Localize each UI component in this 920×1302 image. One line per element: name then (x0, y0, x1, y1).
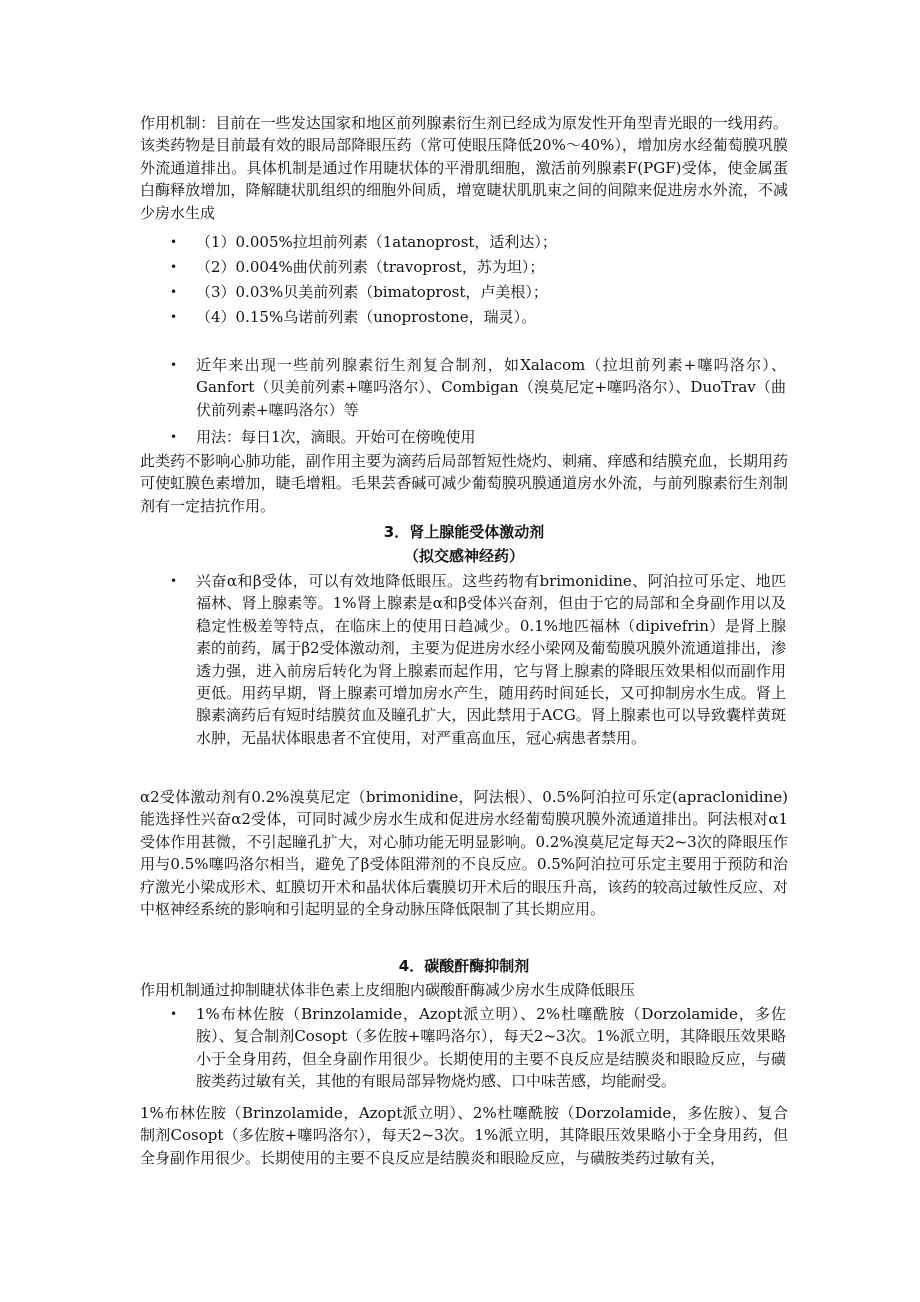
list-item-text: （3）0.03%贝美前列素（bimatoprost，卢美根）； (196, 283, 548, 301)
list-item-text: （4）0.15%乌诺前列素（unoprostone，瑞灵）。 (196, 308, 537, 326)
bullet-icon: • (170, 310, 178, 324)
cai-paragraph: 1%布林佐胺（Brinzolamide，Azopt派立明）、2%杜噻酰胺（Dorzolamide，多佐胺）、复合制剂Cosopt（多佐胺+噻吗洛尔），每天2~3次。1%派立明，其降眼压效果略小于全身用药，但全身副作用很少。长期使用的主要不良反应是结膜炎和眼睑反应，与磺胺类药过敏有关， (140, 1104, 788, 1167)
section-heading: 4．碳酸酐酶抑制剂 (398, 957, 530, 975)
list-item-text: 用法：每日1次，滴眼。开始可在傍晚使用 (196, 428, 476, 446)
list-item-text: 近年来出现一些前列腺素衍生剂复合制剂，如Xalacom（拉坦前列素+噻吗洛尔）、Ganfort（贝美前列素+噻吗洛尔）、Combigan（溴莫尼定+噻吗洛尔）、DuoTrav（曲伏前列素+噻吗洛尔）等 (196, 356, 786, 419)
bullet-icon: • (170, 235, 178, 249)
cai-mechanism-paragraph: 作用机制通过抑制睫状体非色素上皮细胞内碳酸酐酶减少房水生成降低眼压 (140, 981, 636, 999)
section-heading: 3．肾上腺能受体激动剂 (383, 523, 545, 541)
side-effects-paragraph: 此类药不影响心肺功能，副作用主要为滴药后局部暂短性烧灼、刺痛、痒感和结膜充血，长期用药可使虹膜色素增加，睫毛增粗。毛果芸香碱可减少葡萄膜巩膜通道房水外流，与前列腺素衍生剂制剂有一定拮抗作用。 (140, 452, 788, 515)
list-item-text: （1）0.005%拉坦前列素（1atanoprost，适利达）； (196, 233, 557, 251)
bullet-icon: • (170, 358, 178, 372)
list-item-text: 1%布林佐胺（Brinzolamide，Azopt派立明）、2%杜噻酰胺（Dorzolamide，多佐胺）、复合制剂Cosopt（多佐胺+噻吗洛尔），每天2~3次。1%派立明，其降眼压效果略小于全身用药，但全身副作用很少。长期使用的主要不良反应是结膜炎和眼睑反应，与磺胺类药过敏有关，其他的有眼局部异物烧灼感、口中味苦感，均能耐受。 (196, 1005, 786, 1091)
bullet-icon: • (170, 260, 178, 274)
list-item-text: （2）0.004%曲伏前列素（travoprost，苏为坦）； (196, 258, 545, 276)
bullet-icon: • (170, 1007, 178, 1021)
mechanism-paragraph: 作用机制：目前在一些发达国家和地区前列腺素衍生剂已经成为原发性开角型青光眼的一线用药。该类药物是目前最有效的眼局部降眼压药（常可使眼压降低20%～40%），增加房水经葡萄膜巩膜外流通道排出。具体机制是通过作用睫状体的平滑肌细胞，激活前列腺素F(PGF)受体，使金属蛋白酶释放增加，降解睫状肌组织的细胞外间质，增宽睫状肌肌束之间的间隙来促进房水外流，不减少房水生成 (140, 114, 788, 222)
alpha2-paragraph: α2受体激动剂有0.2%溴莫尼定（brimonidine，阿法根）、0.5%阿泊拉可乐定(apraclonidine)能选择性兴奋α2受体，可同时减少房水生成和促进房水经葡萄膜巩膜外流通道排出。阿法根对α1受体作用甚微，不引起瞳孔扩大，对心肺功能无明显影响。0.2%溴莫尼定每天2~3次的降眼压作用与0.5%噻吗洛尔相当，避免了β受体阻滞剂的不良反应。0.5%阿泊拉可乐定主要用于预防和治疗激光小梁成形术、虹膜切开术和晶状体后囊膜切开术后的眼压升高，该药的较高过敏性反应、对中枢神经系统的影响和引起明显的全身动脉压降低限制了其长期应用。 (140, 788, 788, 919)
section-subheading: （拟交感神经药） (403, 547, 524, 565)
bullet-icon: • (170, 430, 178, 444)
bullet-icon: • (170, 285, 178, 299)
bullet-icon: • (170, 574, 178, 588)
list-item-text: 兴奋α和β受体，可以有效地降低眼压。这些药物有brimonidine、阿泊拉可乐定、地匹福林、肾上腺素等。1%肾上腺素是α和β受体兴奋剂，但由于它的局部和全身副作用以及稳定性极差等特点，在临床上的使用日趋减少。0.1%地匹福林（dipivefrin）是肾上腺素的前药，属于β2受体激动剂，主要为促进房水经小梁网及葡萄膜巩膜外流通道排出，渗透力强，进入前房后转化为肾上腺素而起作用，它与肾上腺素的降眼压效果相似而副作用更低。用药早期，肾上腺素可增加房水产生，随用药时间延长，又可抑制房水生成。肾上腺素滴药后有短时结膜贫血及瞳孔扩大，因此禁用于ACG。肾上腺素也可以导致囊样黄斑水肿，无晶状体眼患者不宜使用，对严重高血压，冠心病患者禁用。 (196, 572, 786, 747)
